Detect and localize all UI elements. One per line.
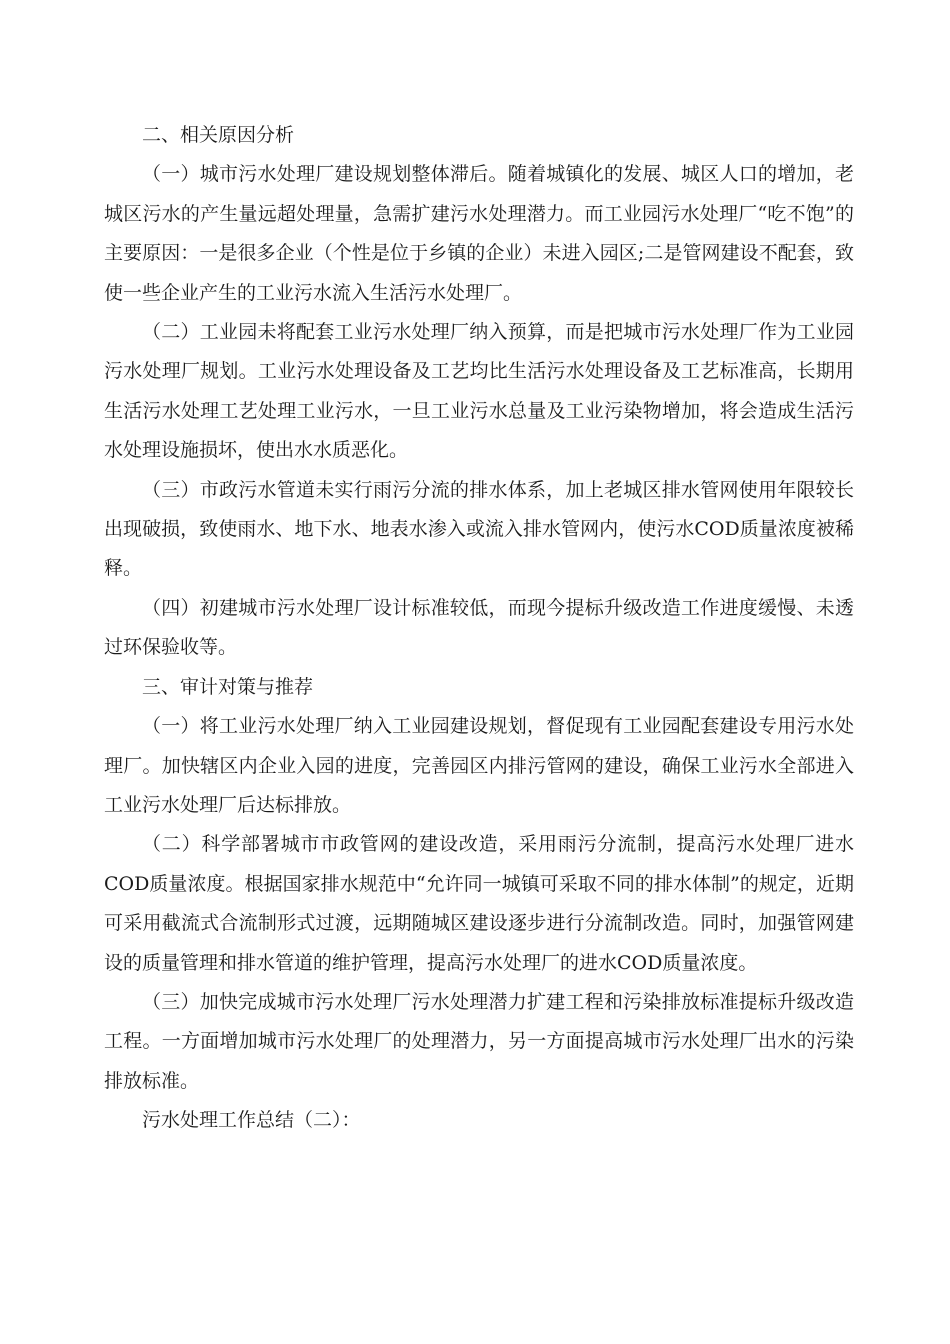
- section-heading-recommendations: 三、审计对策与推荐: [142, 675, 314, 698]
- section-heading-causes: 二、相关原因分析: [142, 124, 295, 146]
- document-body: [104, 116, 854, 1141]
- paragraph-cause-2: （二）工业园未将配套工业污水处理厂纳入预算，而是把城市污水处理厂作为工业园污水处理厂规划。工业污水处理设备及工艺均比生活污水处理设备及工艺标准高，长期用生活污水处理工艺处理工业污水，一旦工业污水总量及工业污染物增加，将会造成生活污水处理设施损坏，使出水水质恶化。: [104, 321, 854, 462]
- paragraph-cause-3: （三）市政污水管道未实行雨污分流的排水体系，加上老城区排水管网使用年限较长出现破损，致使雨水、地下水、地表水渗入或流入排水管网内，使污水COD质量浓度被稀释。: [104, 478, 854, 580]
- paragraph-cause-4: （四）初建城市污水处理厂设计标准较低，而现今提标升级改造工作进度缓慢、未透过环保验收等。: [104, 596, 854, 659]
- paragraph-cause-1: （一）城市污水处理厂建设规划整体滞后。随着城镇化的发展、城区人口的增加，老城区污水的产生量远超处理量，急需扩建污水处理潜力。而工业园污水处理厂“吃不饱”的主要原因：一是很多企业（个性是位于乡镇的企业）未进入园区;二是管网建设不配套，致使一些企业产生的工业污水流入生活污水处理厂。: [104, 163, 854, 304]
- paragraph-recommendation-3: （三）加快完成城市污水处理厂污水处理潜力扩建工程和污染排放标准提标升级改造工程。一方面增加城市污水处理厂的处理潜力，另一方面提高城市污水处理厂出水的污染排放标准。: [104, 990, 854, 1092]
- paragraph-recommendation-2: （二）科学部署城市市政管网的建设改造，采用雨污分流制，提高污水处理厂进水COD质量浓度。根据国家排水规范中“允许同一城镇可采取不同的排水体制”的规定，近期可采用截流式合流制形式过渡，远期随城区建设逐步进行分流制改造。同时，加强管网建设的质量管理和排水管道的维护管理，提高污水处理厂的进水COD质量浓度。: [104, 833, 854, 974]
- section-heading-summary-2: 污水处理工作总结（二）：: [142, 1109, 361, 1132]
- paragraph-recommendation-1: （一）将工业污水处理厂纳入工业园建设规划，督促现有工业园配套建设专用污水处理厂。加快辖区内企业入园的进度，完善园区内排污管网的建设，确保工业污水全部进入工业污水处理厂后达标排放。: [104, 715, 854, 816]
